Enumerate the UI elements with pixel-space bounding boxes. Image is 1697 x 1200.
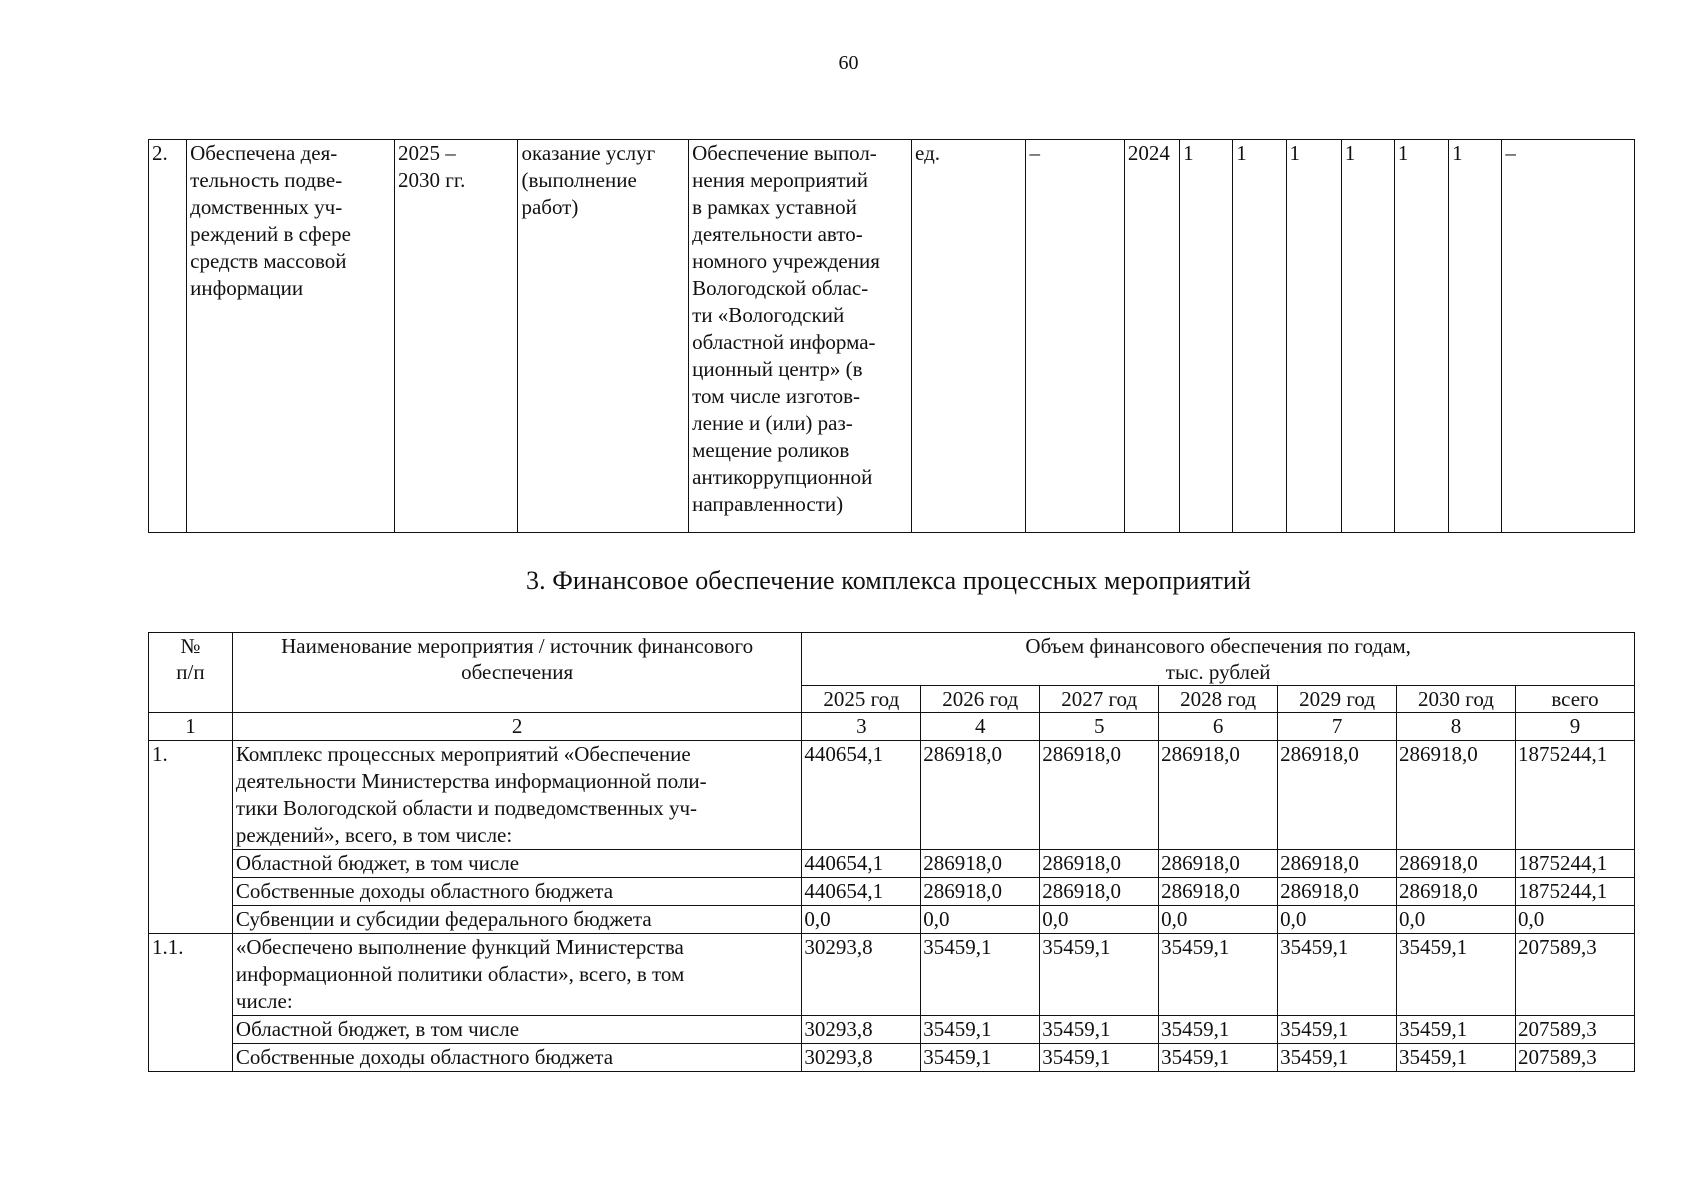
value-2027: 1 [1286,140,1341,533]
table-row [149,878,1635,906]
value-cell: 0,0 [1515,906,1634,934]
header-year: 2026 год [921,686,1040,713]
value-cell: 0,0 [1159,906,1278,934]
row-name: Собственные доходы областного бюджета [232,1044,801,1072]
value-cell: 286918,0 [1397,850,1516,878]
table-row [149,741,1635,850]
row-name: Собственные доходы областного бюджета [232,878,801,906]
row-number: 1.1. [149,934,233,1072]
value-cell: 286918,0 [1040,850,1159,878]
result-name: Обеспечена дея- тельность подве- домственных уч- реждений в сфере средств массовой информации [187,140,395,533]
header-row [149,633,1635,686]
value-cell: 35459,1 [1040,934,1159,1016]
value-cell: 440654,1 [802,850,921,878]
header-year: 2029 год [1278,686,1397,713]
value-2026: 1 [1233,140,1286,533]
value-cell: 35459,1 [1278,934,1397,1016]
column-number: 5 [1040,713,1159,741]
column-number: 2 [232,713,801,741]
result-description: Обеспечение выпол- нения мероприятий в рамках уставной деятельности авто- номного учреждения Вологодской облас- ти «Вологодский областной информа- ционный центр» (в том числе изготов- ление и (или) раз- мещение роликов антикоррупционной направленности) [689,140,912,533]
value-cell: 286918,0 [921,741,1040,850]
value-cell: 30293,8 [802,1016,921,1044]
value-2028: 1 [1341,140,1394,533]
value-2025: 1 [1180,140,1233,533]
table-row [149,906,1635,934]
value-cell: 286918,0 [921,850,1040,878]
results-table [148,139,1635,533]
value-cell: 286918,0 [1040,741,1159,850]
column-number: 7 [1278,713,1397,741]
value-cell: 35459,1 [921,1044,1040,1072]
value-cell: 35459,1 [1159,1016,1278,1044]
value-cell: 440654,1 [802,741,921,850]
header-name: Наименование мероприятия / источник финансового обеспечения [232,633,801,713]
table-row [149,934,1635,1016]
header-number: № п/п [149,633,233,713]
value-cell: 207589,3 [1515,1016,1634,1044]
row-name: «Обеспечено выполнение функций Министерства информационной политики области», всего, в том числе: [232,934,801,1016]
table-row [149,1016,1635,1044]
value-cell: 286918,0 [1159,878,1278,906]
value-cell: 286918,0 [1159,850,1278,878]
value-cell: 0,0 [921,906,1040,934]
last-column: – [1502,140,1635,533]
value-cell: 35459,1 [1397,934,1516,1016]
row-name: Комплекс процессных мероприятий «Обеспечение деятельности Министерства информационной поли- тики Вологодской области и подведомственных уч- реждений», всего, в том числе: [232,741,801,850]
value-cell: 286918,0 [1040,878,1159,906]
result-period: 2025 – 2030 гг. [394,140,517,533]
row-number: 2. [149,140,187,533]
value-cell: 286918,0 [1159,741,1278,850]
value-cell: 35459,1 [1159,1044,1278,1072]
result-unit: ед. [912,140,1026,533]
column-numbers-row [149,713,1635,741]
value-cell: 35459,1 [1040,1016,1159,1044]
header-year: 2028 год [1159,686,1278,713]
value-cell: 35459,1 [1278,1044,1397,1072]
column-number: 4 [921,713,1040,741]
value-cell: 35459,1 [1278,1016,1397,1044]
value-cell: 286918,0 [1278,850,1397,878]
column-number: 6 [1159,713,1278,741]
value-cell: 0,0 [1278,906,1397,934]
value-cell: 286918,0 [1278,878,1397,906]
column-number: 1 [149,713,233,741]
header-year: 2025 год [802,686,921,713]
value-cell: 286918,0 [921,878,1040,906]
value-cell: 35459,1 [921,1016,1040,1044]
value-2030: 1 [1449,140,1502,533]
header-year: 2027 год [1040,686,1159,713]
table-row [149,1044,1635,1072]
value-cell: 286918,0 [1397,741,1516,850]
result-type: оказание услуг (выполнение работ) [518,140,689,533]
header-year: 2030 год [1397,686,1516,713]
column-number: 9 [1515,713,1634,741]
value-cell: 286918,0 [1397,878,1516,906]
header-total: всего [1515,686,1634,713]
value-cell: 440654,1 [802,878,921,906]
value-cell: 30293,8 [802,1044,921,1072]
value-cell: 1875244,1 [1515,850,1634,878]
column-number: 8 [1397,713,1516,741]
value-cell: 1875244,1 [1515,741,1634,850]
base-year: 2024 [1124,140,1179,533]
value-cell: 35459,1 [1397,1016,1516,1044]
row-number: 1. [149,741,233,934]
table-row [149,850,1635,878]
section-title: 3. Финансовое обеспечение комплекса процессных мероприятий [525,566,1252,595]
value-2029: 1 [1394,140,1448,533]
value-cell: 35459,1 [921,934,1040,1016]
value-cell: 207589,3 [1515,1044,1634,1072]
value-cell: 0,0 [1040,906,1159,934]
row-name: Областной бюджет, в том числе [232,1016,801,1044]
value-cell: 0,0 [802,906,921,934]
value-cell: 35459,1 [1040,1044,1159,1072]
financing-table [148,632,1635,1072]
page-number: 60 [838,52,859,74]
base-value: – [1026,140,1124,533]
header-volume: Объем финансового обеспечения по годам, тыс. рублей [802,633,1635,686]
column-number: 3 [802,713,921,741]
value-cell: 35459,1 [1159,934,1278,1016]
value-cell: 30293,8 [802,934,921,1016]
row-name: Субвенции и субсидии федерального бюджета [232,906,801,934]
value-cell: 35459,1 [1397,1044,1516,1072]
value-cell: 286918,0 [1278,741,1397,850]
value-cell: 0,0 [1397,906,1516,934]
value-cell: 207589,3 [1515,934,1634,1016]
row-name: Областной бюджет, в том числе [232,850,801,878]
table-row [149,140,1635,533]
value-cell: 1875244,1 [1515,878,1634,906]
